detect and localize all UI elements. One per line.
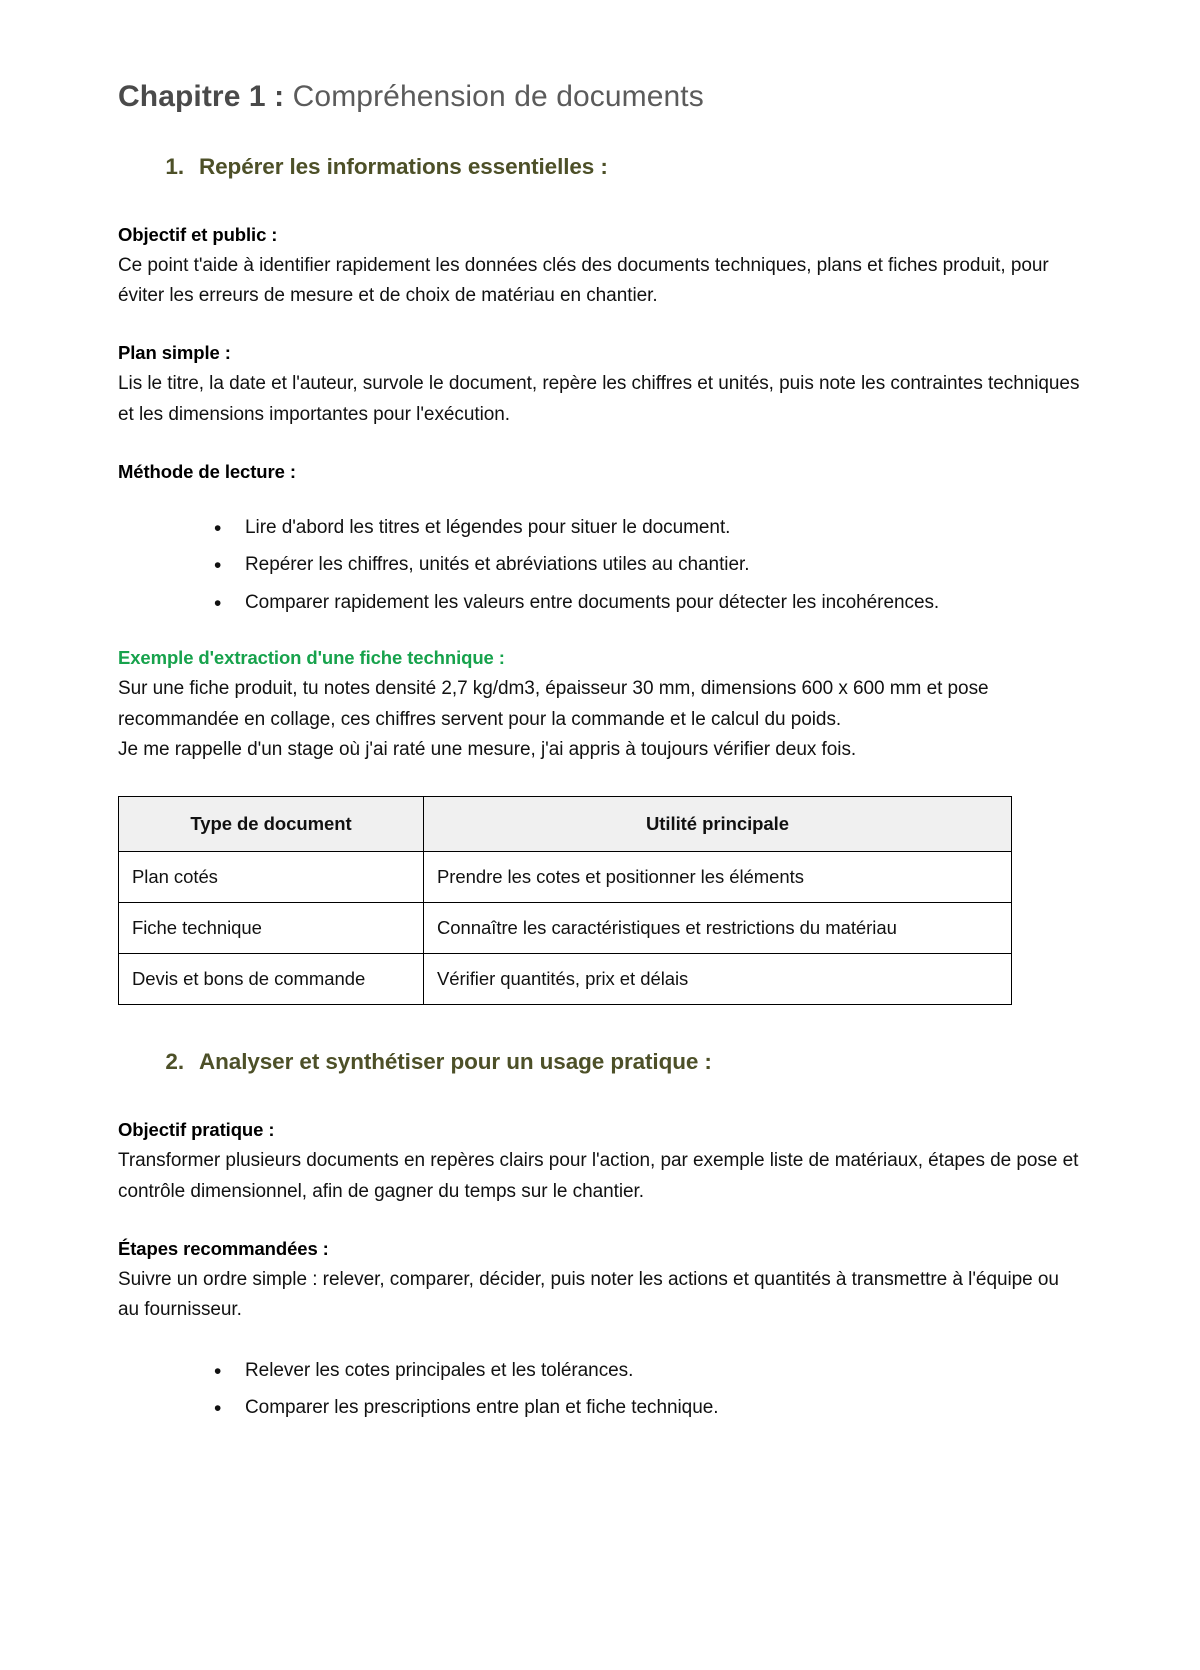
table-row — [119, 903, 1012, 954]
section-title-2: Analyser et synthétiser pour un usage pratique : — [199, 1049, 712, 1075]
list-item: • Comparer les prescriptions entre plan et fiche technique. — [210, 1393, 1080, 1424]
table-header-cell: Utilité principale — [424, 797, 1012, 852]
chapter-title-rest: Compréhension de documents — [284, 80, 704, 113]
table-header-row — [119, 797, 1012, 852]
section-number-1: 1. — [165, 153, 184, 179]
block-title-objectif-pratique: Objectif pratique : — [118, 1119, 275, 1141]
block-title-plan-simple: Plan simple : — [118, 342, 231, 364]
table-cell: Devis et bons de commande — [119, 954, 424, 1005]
document-types-table — [118, 796, 1012, 1005]
bullet-list-methode — [118, 513, 1080, 619]
block-etapes-recommandees — [118, 1238, 1080, 1327]
block-text-exemple-extraction: Sur une fiche produit, tu notes densité 2,7 kg/dm3, épaisseur 30 mm, dimensions 600 x 600 mm et pose recommandée en collage, ces chiffres servent pour la commande et le calcul du poids. — [118, 677, 989, 730]
block-objectif-pratique — [118, 1119, 1080, 1208]
table-row — [119, 852, 1012, 903]
block-exemple-extraction — [118, 647, 1080, 766]
block-plan-simple — [118, 342, 1080, 431]
block-title-methode-de-lecture: Méthode de lecture : — [118, 460, 296, 482]
table-cell: Prendre les cotes et positionner les éléments — [424, 852, 1012, 903]
table-cell: Connaître les caractéristiques et restrictions du matériau — [424, 903, 1012, 954]
section-heading-1 — [162, 154, 1080, 180]
block-objectif-et-public — [118, 224, 1080, 313]
list-item: • Lire d'abord les titres et légendes pour situer le document. — [210, 513, 1080, 544]
section-number-2: 2. — [165, 1049, 184, 1075]
block-note-exemple-extraction: Je me rappelle d'un stage où j'ai raté une mesure, j'ai appris à toujours vérifier deux fois. — [118, 739, 857, 761]
chapter-label: Chapitre 1 : — [118, 80, 285, 113]
bullet-list-etapes — [118, 1356, 1080, 1424]
table-cell: Plan cotés — [119, 852, 424, 903]
block-title-objectif-et-public: Objectif et public : — [118, 223, 278, 245]
block-text-etapes-recommandees: Suivre un ordre simple : relever, comparer, décider, puis noter les actions et quantités à transmettre à l'équipe ou au fournisseur. — [118, 1268, 1059, 1321]
block-title-exemple-extraction: Exemple d'extraction d'une fiche technique : — [118, 646, 505, 668]
block-text-objectif-et-public: Ce point t'aide à identifier rapidement les données clés des documents techniques, plans et fiches produit, pour éviter les erreurs de mesure et de choix de matériau en chantier. — [118, 254, 1049, 307]
block-text-objectif-pratique: Transformer plusieurs documents en repères clairs pour l'action, par exemple liste de matériaux, étapes de pose et contrôle dimensionnel, afin de gagner du temps sur le chantier. — [118, 1150, 1079, 1202]
section-title-1: Repérer les informations essentielles : — [199, 153, 608, 179]
block-title-etapes-recommandees: Étapes recommandées : — [118, 1237, 329, 1259]
block-methode-de-lecture — [118, 461, 1080, 483]
section-heading-2 — [162, 1049, 1080, 1075]
list-item: • Repérer les chiffres, unités et abréviations utiles au chantier. — [210, 550, 1080, 581]
table-row — [119, 954, 1012, 1005]
list-item: • Relever les cotes principales et les tolérances. — [210, 1356, 1080, 1387]
table-cell: Fiche technique — [119, 903, 424, 954]
table-cell: Vérifier quantités, prix et délais — [424, 954, 1012, 1005]
page-title — [118, 78, 1080, 116]
list-item: • Comparer rapidement les valeurs entre documents pour détecter les incohérences. — [210, 588, 1080, 619]
block-text-plan-simple: Lis le titre, la date et l'auteur, survole le document, repère les chiffres et unités, puis note les contraintes techniques et les dimensions importantes pour l'exécution. — [118, 373, 1080, 425]
table-header-cell: Type de document — [119, 797, 424, 852]
